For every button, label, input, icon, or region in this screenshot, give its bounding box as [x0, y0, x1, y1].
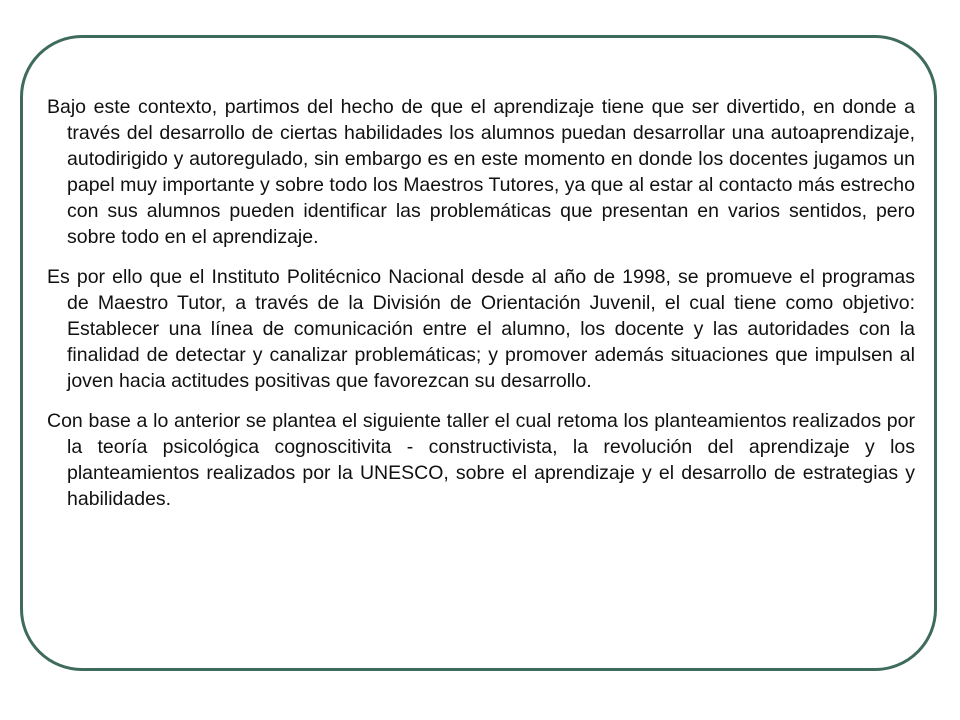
paragraph-institute: Es por ello que el Instituto Politécnico Nacional desde al año de 1998, se promueve el programas de Maestro Tutor, a través de la División de Orientación Juvenil, el cual tiene como objetivo: Establecer una línea de comunicación entre el alumno, los docente y las autoridades con la finalidad de detectar y canalizar problemáticas; y promover además situaciones que impulsen al joven hacia actitudes positivas que favorezcan su desarrollo.	[47, 266, 915, 392]
paragraph-workshop: Con base a lo anterior se plantea el siguiente taller el cual retoma los planteamientos realizados por la teoría psicológica cognoscitivita - constructivista, la revolución del aprendizaje y los planteamientos realizados por la UNESCO, sobre el aprendizaje y el desarrollo de estrategias y habilidades.	[47, 410, 915, 510]
paragraph-context: Bajo este contexto, partimos del hecho de que el aprendizaje tiene que ser divertido, en donde a través del desarrollo de ciertas habilidades los alumnos puedan desarrollar una autoaprendizaje, autodirigido y autoregulado, sin embargo es en este momento en donde los docentes jugamos un papel muy importante y sobre todo los Maestros Tutores, ya que al estar al contacto más estrecho con sus alumnos pueden identificar las problemáticas que presentan en varios sentidos, pero sobre todo en el aprendizaje.	[47, 96, 915, 248]
slide-body	[47, 94, 915, 526]
